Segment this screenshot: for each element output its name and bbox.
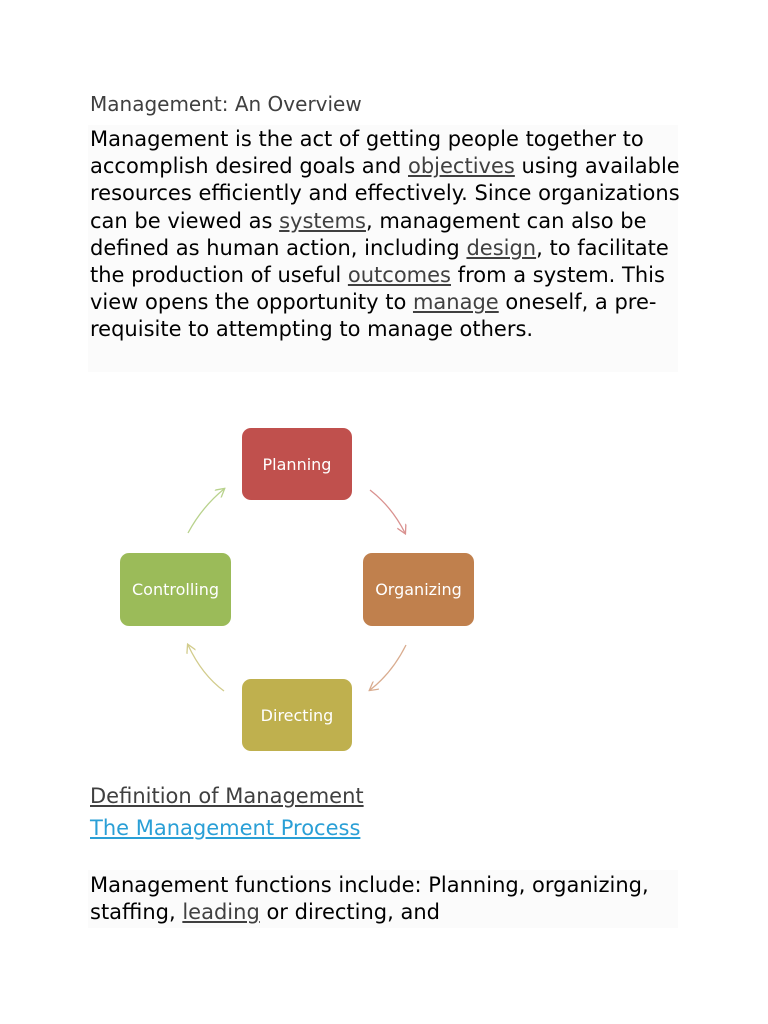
arrow-controlling-to-planning (188, 489, 224, 533)
svg-text:Planning: Planning (262, 455, 332, 474)
link-management-process[interactable]: The Management Process (90, 816, 361, 840)
svg-text:Organizing: Organizing (375, 580, 462, 599)
intro-paragraph: Management is the act of getting people together to accomplish desired goals and objectives using available resources efficiently and effectively. Since organizations can be viewed as systems, management can also be defined as human action, including design, to facilitate the production of useful outcomes from a system. This view opens the opportunity to manage oneself, a pre-requisite to attempting to manage others. (90, 127, 680, 342)
node-controlling (120, 553, 231, 626)
page-title: Management: An Overview (90, 92, 362, 116)
link-design[interactable]: design (466, 235, 537, 260)
node-organizing (363, 553, 474, 626)
arrow-directing-to-controlling (188, 645, 224, 691)
arrow-organizing-to-directing (370, 645, 406, 690)
arrow-planning-to-organizing (370, 490, 405, 533)
link-leading[interactable]: leading (182, 900, 260, 925)
svg-text:Directing: Directing (260, 706, 334, 725)
link-outcomes[interactable]: outcomes (347, 263, 451, 288)
links-section (90, 781, 364, 843)
link-manage[interactable]: manage (412, 290, 499, 315)
link-objectives[interactable]: objectives (408, 154, 515, 179)
node-directing (242, 679, 352, 751)
node-planning (242, 428, 352, 500)
functions-paragraph: Management functions include: Planning, organizing, staffing, leading or directing, and (90, 873, 649, 925)
link-definition-of-management[interactable]: Definition of Management (90, 784, 364, 808)
management-cycle-diagram (100, 415, 490, 760)
link-systems[interactable]: systems (279, 208, 366, 233)
svg-text:Controlling: Controlling (131, 580, 220, 599)
